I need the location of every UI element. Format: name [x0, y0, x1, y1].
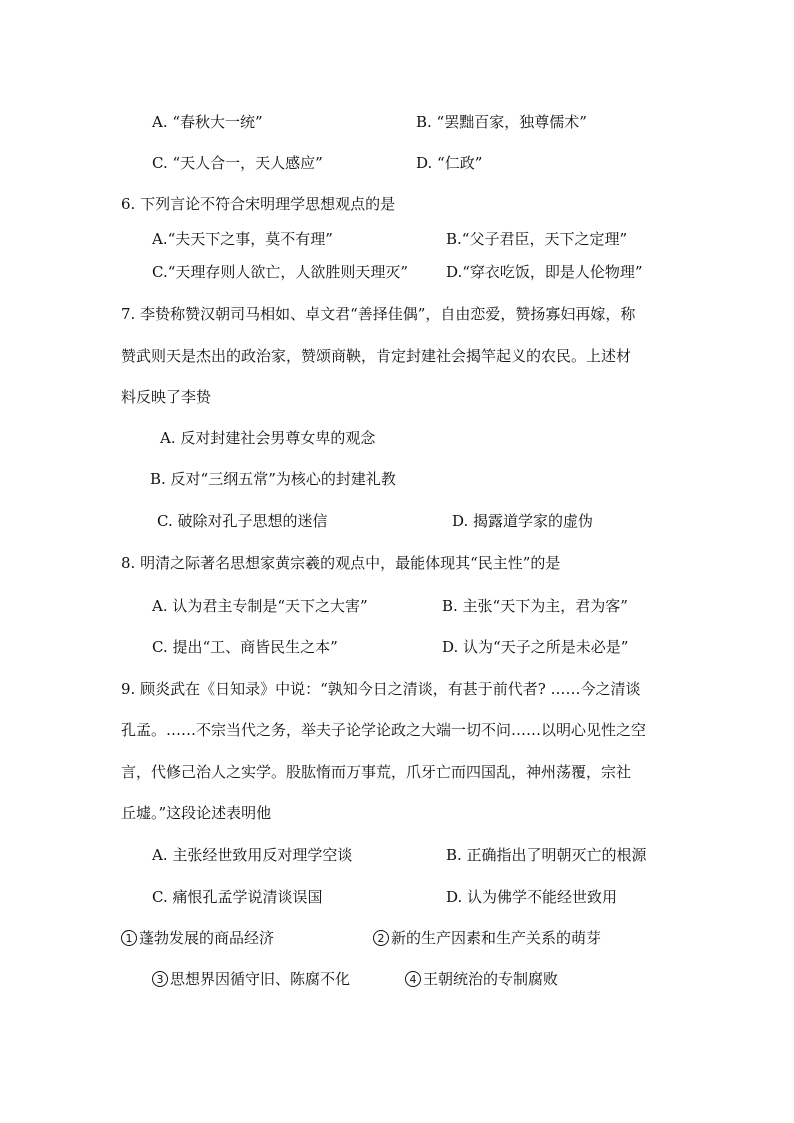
q9-stem-line-4: 丘墟。”这段论述表明他 — [121, 804, 272, 822]
q7-stem-line-2: 赞武则天是杰出的政治家，赞颂商鞅，肯定封建社会揭竿起义的农民。上述材 — [121, 347, 632, 365]
circled-number-2: 2 — [373, 930, 389, 946]
q8-option-c: C. 提出“工、商皆民生之本” — [152, 638, 338, 656]
q9-option-d: D. 认为佛学不能经世致用 — [446, 888, 618, 906]
q7-option-a: A. 反对封建社会男尊女卑的观念 — [160, 429, 376, 447]
q9-stem-line-3: 言，代修己治人之实学。股肱惰而万事荒，爪牙亡而四国乱，神州荡覆，宗社 — [121, 763, 632, 781]
item-1-text: 蓬勃发展的商品经济 — [139, 929, 275, 947]
q9-option-b: B. 正确指出了明朝灭亡的根源 — [446, 846, 647, 864]
q7-stem-line-3: 料反映了李贽 — [121, 388, 212, 406]
q5-option-c: C. “天人合一，天人感应” — [152, 154, 323, 172]
circled-number-3: 3 — [152, 971, 168, 987]
q9-option-a: A. 主张经世致用反对理学空谈 — [152, 846, 353, 864]
q7-stem-line-1: 7. 李贽称赞汉朝司马相如、卓文君“善择佳偶”，自由恋爱，赞扬寡妇再嫁，称 — [121, 305, 636, 323]
q6-option-b: B.“父子君臣，天下之定理” — [446, 230, 628, 248]
q6-stem: 6. 下列言论不符合宋明理学思想观点的是 — [121, 195, 396, 213]
q6-option-a: A.“夫天下之事，莫不有理” — [152, 230, 333, 248]
item-2 — [373, 928, 601, 948]
circled-number-1: 1 — [121, 930, 137, 946]
item-3 — [152, 969, 350, 989]
circled-number-4: 4 — [405, 971, 421, 987]
q7-option-d: D. 揭露道学家的虚伪 — [452, 512, 594, 530]
q7-option-c: C. 破除对孔子思想的迷信 — [157, 512, 328, 530]
item-2-text: 新的生产因素和生产关系的萌芽 — [391, 929, 602, 947]
q8-option-b: B. 主张“天下为主，君为客” — [442, 597, 628, 615]
q8-option-a: A. 认为君主专制是“天下之大害” — [152, 597, 368, 615]
q9-stem-line-2: 孔孟。……不宗当代之务，举夫子论学论政之大端一切不问……以明心见性之空 — [121, 721, 647, 739]
q6-option-c: C.“天理存则人欲亡，人欲胜则天理灭” — [152, 263, 409, 281]
q5-option-a: A. “春秋大一统” — [152, 113, 263, 131]
q8-stem: 8. 明清之际著名思想家黄宗羲的观点中，最能体现其“民主性”的是 — [121, 554, 561, 572]
q8-option-d: D. 认为“天子之所是未必是” — [442, 638, 629, 656]
q9-stem-line-1: 9. 顾炎武在《日知录》中说：“孰知今日之清谈，有甚于前代者? ……今之清谈 — [121, 680, 641, 698]
q5-option-d: D. “仁政” — [416, 154, 483, 172]
q9-option-c: C. 痛恨孔孟学说清谈误国 — [152, 888, 323, 906]
q6-option-d: D.“穿衣吃饭，即是人伦物理” — [446, 263, 643, 281]
q5-option-b: B. “罢黜百家，独尊儒术” — [416, 113, 587, 131]
item-3-text: 思想界因循守旧、陈腐不化 — [170, 970, 351, 988]
item-4 — [405, 969, 558, 989]
q7-option-b: B. 反对“三纲五常”为核心的封建礼教 — [150, 470, 396, 488]
item-4-text: 王朝统治的专制腐败 — [423, 970, 559, 988]
item-1 — [121, 928, 274, 948]
